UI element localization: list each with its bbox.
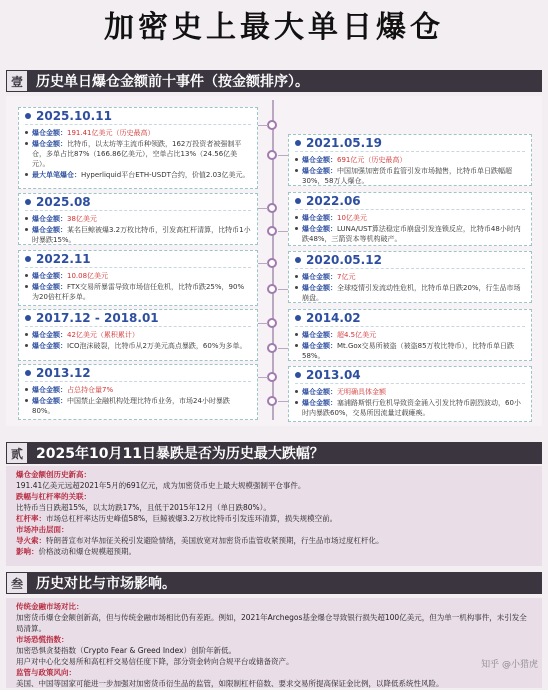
event-date: 2025.08 <box>25 197 251 207</box>
section3-panel <box>6 598 542 688</box>
timeline-node <box>267 258 277 268</box>
section2-title: 2025年10月11日暴跌是否为历史最大跌幅？ <box>36 446 324 462</box>
event-card: 2017.12 - 2018.01 爆仓金额： 42亿美元（累积累计） 爆仓金额：ICO泡沫破裂，比特币从2万美元高点暴跌，60%为多单。 <box>18 309 258 361</box>
section3-number: 叁 <box>6 572 28 594</box>
timeline-node <box>267 226 277 236</box>
panel-line: 传统金融市场对比： <box>16 602 84 611</box>
panel-line: 导火索：特朗普宣布对华加征关税引发避险情绪，美国放宽对加密货币监管收紧预期，行生品市场过度杠杆化。 <box>16 536 384 545</box>
panel-line: 用户对中心化交易所和高杠杆交易信任度下降，部分资金转向合规平台或储备资产。 <box>16 657 294 666</box>
event-card: 2013.04 爆仓金额： 无明确具体金额 爆仓金额：塞浦路斯银行危机导致资金涌入引发比特币剧烈波动，60小时内暴跌60%，交易所因流量过载瘫痪。 <box>288 366 532 422</box>
panel-line: 市场冲击层面： <box>16 525 69 534</box>
section3-title: 历史对比与市场影响。 <box>36 576 176 592</box>
page-title: 加密史上最大单日爆仓 <box>104 10 444 45</box>
event-card: 2022.11 爆仓金额： 10.08亿美元 爆仓金额：FTX交易所暴雷导致市场信任危机，比特币跌25%，90%为20倍杠杆多单。 <box>18 250 258 306</box>
event-card: 2025.08 爆仓金额： 38亿美元 爆仓金额：某名巨鲸被爆3.2万枚比特币，引发高杠杆清算，比特币1小时暴跌15%。 <box>18 193 258 245</box>
panel-line: 杠杆率：市场总杠杆率达历史峰值58%，巨鲸被爆3.2万枚比特币引发连环清算，损失规模空前。 <box>16 514 338 523</box>
panel-line: 爆仓金额创历史新高： <box>16 470 91 479</box>
event-card: 2014.02 爆仓金额： 超4.5亿美元 爆仓金额：Mt.Gox交易所被盗（被盗85万枚比特币），比特币单日跌58%。 <box>288 309 532 361</box>
event-date: 2013.12 <box>25 368 251 378</box>
timeline-node <box>267 372 277 382</box>
panel-line: 监管与政策风向： <box>16 668 76 677</box>
watermark: 知乎 @小猎虎 <box>481 660 538 670</box>
timeline-node <box>267 203 277 213</box>
section1-title: 历史单日爆仓金额前十事件（按金额排序）。 <box>36 74 309 90</box>
timeline-node <box>267 120 277 130</box>
section2-panel <box>6 466 542 566</box>
section2-number: 贰 <box>6 442 28 464</box>
panel-line: 影响：价格波动和爆仓规模超预期。 <box>16 547 136 556</box>
timeline-node <box>267 284 277 294</box>
timeline-node <box>267 150 277 160</box>
panel-line: 加密货币爆仓金额创新高，但与传统金融市场相比仍有差距。例如，2021年Archegos基金爆仓导致银行损失超100亿美元，但为单一机构事件，未引发全局清算。 <box>16 613 527 633</box>
event-card: 2020.05.12 爆仓金额： 7亿元 爆仓金额：全球疫情引发流动性危机，比特币单日跌20%，行生品市场崩盘。 <box>288 251 532 303</box>
event-card: 2022.06 爆仓金额： 10亿美元 爆仓金额：LUNA/UST算法稳定币崩盘引发连锁反应，比特币48小时内跌48%，三箭资本等机构破产。 <box>288 192 532 246</box>
section2-header <box>6 442 542 464</box>
event-date: 2013.04 <box>295 370 525 380</box>
panel-line: 美国、中国等国家可能进一步加强对加密货币衍生品的监管，如限制杠杆倍数、要求交易所提高保证金比例，以降低系统性风险。 <box>16 679 444 688</box>
event-date: 2017.12 - 2018.01 <box>25 313 251 323</box>
panel-line: 加密恐惧贪婪指数（Crypto Fear & Greed Index）创阶年新低。 <box>16 646 236 655</box>
panel-line: 191.41亿美元远超2021年5月的691亿元，成为加密货币史上最大规模强制平仓事件。 <box>16 481 306 490</box>
event-date: 2022.06 <box>295 196 525 206</box>
panel-line: 市场恐慌指数： <box>16 635 69 644</box>
event-date: 2020.05.12 <box>295 255 525 265</box>
timeline-node <box>267 396 277 406</box>
section1-number: 壹 <box>6 70 28 92</box>
event-date: 2014.02 <box>295 313 525 323</box>
timeline-node <box>267 318 277 328</box>
event-date: 2021.05.19 <box>295 138 525 148</box>
panel-line: 比特币当日跌超15%，以太坊跌17%，且低于2015年12月（单日跌80%）。 <box>16 503 271 512</box>
event-date: 2025.10.11 <box>25 111 251 121</box>
event-card: 2021.05.19 爆仓金额： 691亿元（历史最高） 爆仓金额：中国加强加密货币监管引发市场抛售，比特币单日跌幅超30%，58万人爆仓。 <box>288 134 532 186</box>
event-card: 2013.12 爆仓金额： 占总持仓量7% 爆仓金额：中国禁止金融机构处理比特币业务，市场24小时暴跌80%。 <box>18 364 258 420</box>
panel-line: 跌幅与杠杆率的关联： <box>16 492 91 501</box>
timeline-node <box>267 343 277 353</box>
section3-header <box>6 572 542 594</box>
event-card: 2025.10.11 爆仓金额： 191.41亿美元（历史最高） 爆仓金额：比特币，以太坊等主流币种领跌，162万投资者被强制平仓，多单占比87%（166.86亿美元），空单占比13%（24.56亿美元）。 最大单笔爆仓：Hyperliquid平台ETH-USDT合约，价值2.03亿美元。 <box>18 107 258 189</box>
event-date: 2022.11 <box>25 254 251 264</box>
section1-header <box>6 70 542 92</box>
